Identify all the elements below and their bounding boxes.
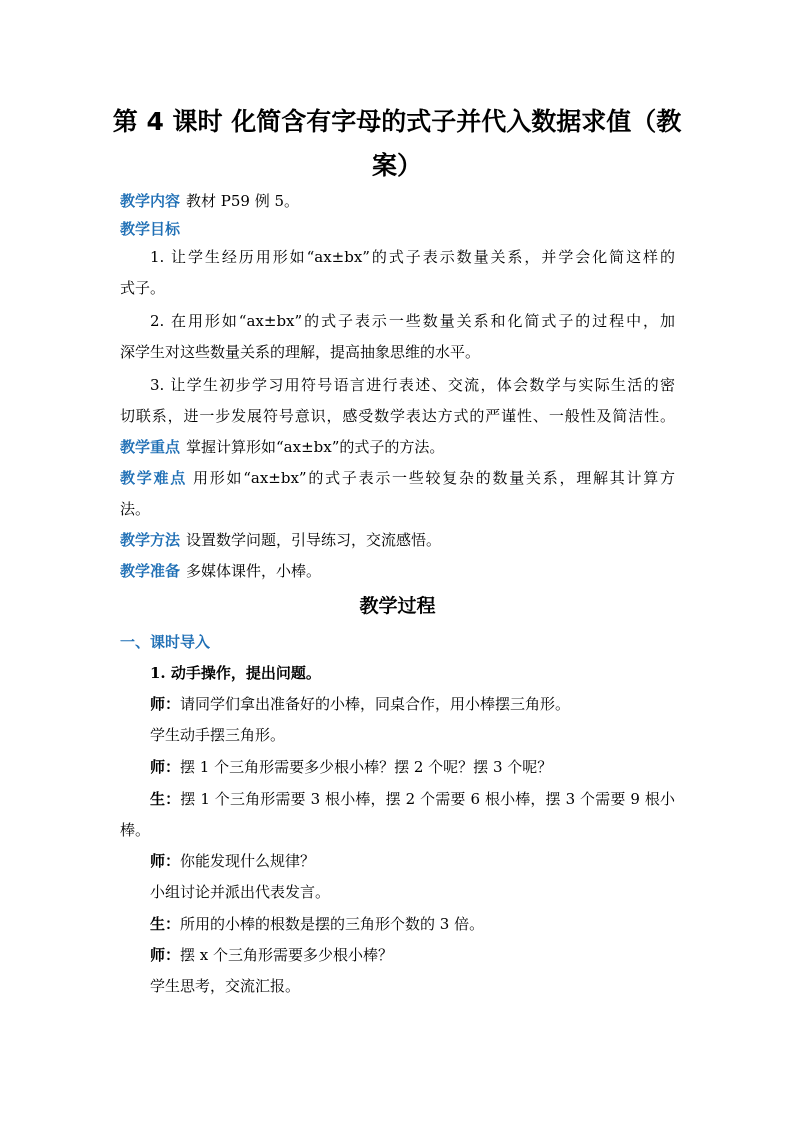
teaching-content-label: 教学内容 [120,192,181,210]
teacher-speaker: 师： [150,946,181,964]
activity-2: 小组讨论并派出代表发言。 [150,883,331,901]
student-text: 所用的小棒的根数是摆的三角形个数的 3 倍。 [180,915,485,933]
teaching-difficulty-line-1 [120,463,675,494]
preparation-label: 教学准备 [120,562,181,580]
student-line-2 [150,909,675,940]
difficulty-text-1: 用形如“ax±bx”的式子表示一些较复杂的数量关系，理解其计算方 [192,469,675,487]
goal-1-line-1: 1. 让学生经历用形如“ax±bx”的式子表示数量关系，并学会化简这样的 [150,248,675,266]
student-speaker: 生： [150,915,181,933]
student-line-1-cont: 棒。 [120,821,151,839]
step-1 [150,658,675,689]
title-line-1: 第 4 课时 化简含有字母的式子并代入数据求值（教 [112,107,682,136]
goal-2-line-2: 深学生对这些数量关系的理解，提高抽象思维的水平。 [120,343,481,361]
preparation-text: 多媒体课件，小棒。 [186,562,322,580]
key-point-label: 教学重点 [120,438,181,456]
teacher-speaker: 师： [150,695,181,713]
goal-3-line-2: 切联系，进一步发展符号意识，感受数学表达方式的严谨性、一般性及简洁性。 [120,407,675,425]
teacher-line-3 [150,846,675,877]
teacher-text: 摆 1 个三角形需要多少根小棒？摆 2 个呢？摆 3 个呢？ [180,758,553,776]
step-1-text: 1. 动手操作，提出问题。 [150,664,321,682]
teaching-goals-heading [120,214,675,245]
teaching-goals-label: 教学目标 [120,220,181,238]
teaching-preparation [120,556,675,587]
section-1-title: 一、课时导入 [120,633,211,651]
goal-2-line-1: 2. 在用形如“ax±bx”的式子表示一些数量关系和化简式子的过程中，加 [150,312,675,330]
teacher-speaker: 师： [150,758,181,776]
difficulty-label: 教学难点 [120,469,187,487]
teaching-difficulty-line-2: 法。 [120,500,151,518]
student-text: 摆 1 个三角形需要 3 根小棒，摆 2 个需要 6 根小棒，摆 3 个需要 9 根小 [180,790,675,808]
method-text: 设置数学问题，引导练习，交流感悟。 [186,531,442,549]
teaching-content [120,186,675,217]
teacher-text: 你能发现什么规律？ [180,852,316,870]
teaching-content-text: 教材 P59 例 5。 [186,192,300,210]
teacher-line-4 [150,940,675,971]
goal-3-line-1: 3. 让学生初步学习用符号语言进行表述、交流，体会数学与实际生活的密 [150,376,675,394]
process-heading: 教学过程 [359,595,436,617]
key-point-text: 掌握计算形如“ax±bx”的式子的方法。 [186,438,445,456]
student-speaker: 生： [150,790,181,808]
section-1-heading [120,627,675,658]
activity-1: 学生动手摆三角形。 [150,726,286,744]
teaching-key-point [120,432,675,463]
goal-1-line-2: 式子。 [120,279,166,297]
teacher-text: 请同学们拿出准备好的小棒，同桌合作，用小棒摆三角形。 [180,695,571,713]
title-line-2: 案） [371,151,422,180]
student-line-1 [150,784,675,815]
teacher-text: 摆 x 个三角形需要多少根小棒？ [180,946,394,964]
teacher-line-1 [150,689,675,720]
activity-3: 学生思考，交流汇报。 [150,977,301,995]
teacher-speaker: 师： [150,852,181,870]
method-label: 教学方法 [120,531,181,549]
teaching-method [120,525,675,556]
teacher-line-2 [150,752,675,783]
page-title [110,100,684,188]
